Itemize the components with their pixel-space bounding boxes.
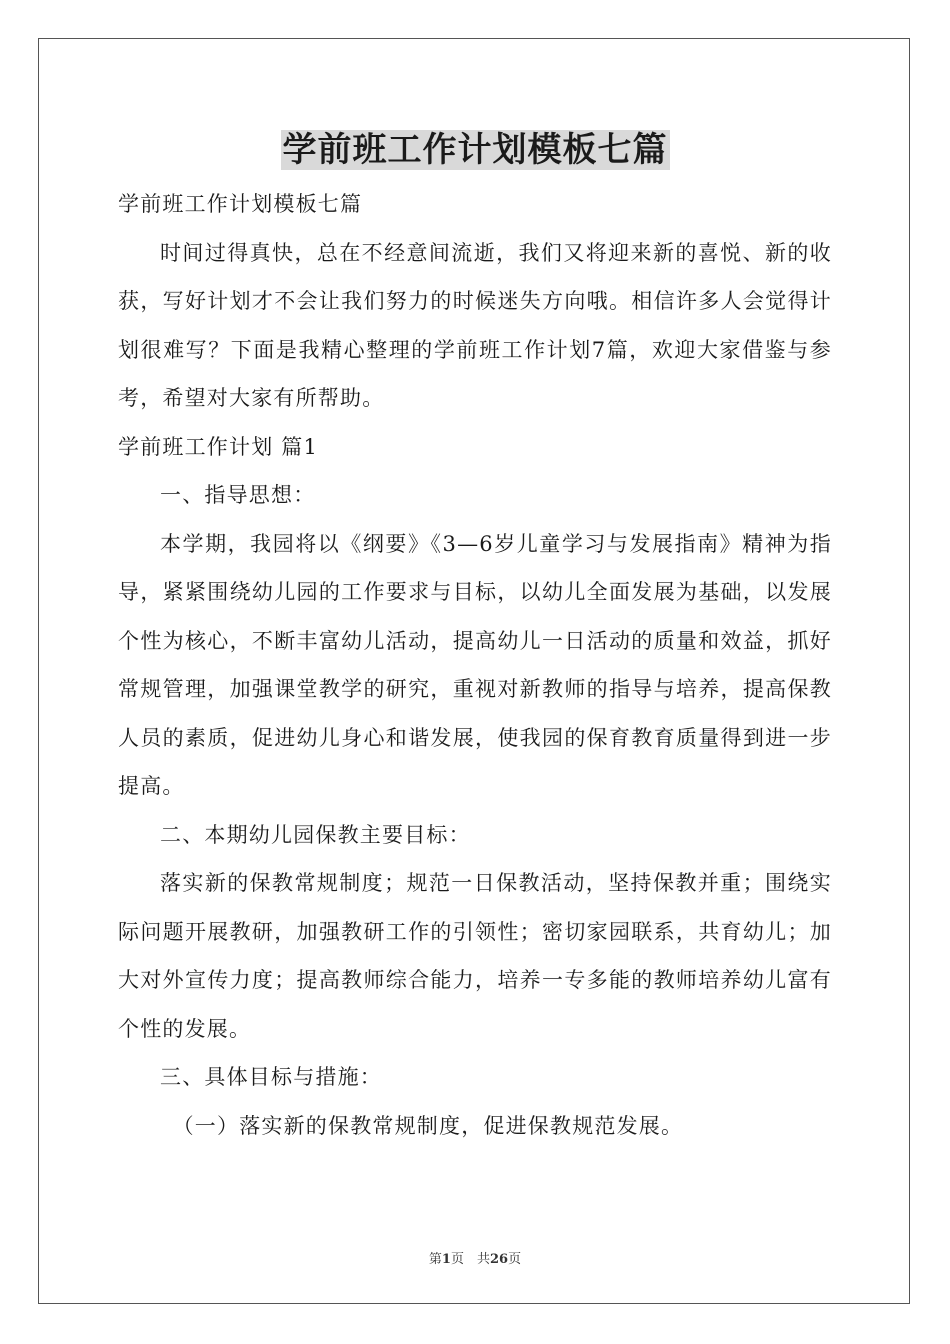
section-heading-1: 学前班工作计划 篇1 — [118, 434, 319, 459]
heading-specific-goals: 三、具体目标与措施： — [160, 1065, 382, 1089]
document-title-text: 学前班工作计划模板七篇 — [282, 130, 668, 170]
footer-mid: 页 共 — [450, 1252, 490, 1267]
document-title — [0, 126, 950, 174]
footer-current-page: 1 — [441, 1252, 451, 1267]
paragraph-main-goals: 落实新的保教常规制度；规范一日保教活动，坚持保教并重；围绕实际问题开展教研，加强教研工作的引领性；密切家园联系，共育幼儿；加大对外宣传力度；提高教师综合能力，培养一专多能的教师培养幼儿富有个性的发展。 — [118, 871, 832, 1041]
heading-guiding-ideology: 一、指导思想： — [160, 483, 316, 507]
document-body — [118, 180, 832, 1150]
page-footer — [0, 1248, 950, 1267]
footer-suffix: 页 — [508, 1252, 522, 1267]
subtitle-line: 学前班工作计划模板七篇 — [118, 192, 363, 216]
footer-prefix: 第 — [428, 1252, 442, 1267]
intro-paragraph: 时间过得真快，总在不经意间流逝，我们又将迎来新的喜悦、新的收获，写好计划才不会让我们努力的时候迷失方向哦。相信许多人会觉得计划很难写？下面是我精心整理的学前班工作计划7篇，欢迎大家借鉴与参考，希望对大家有所帮助。 — [118, 240, 832, 410]
paragraph-guiding-ideology: 本学期，我园将以《纲要》《3—6岁儿童学习与发展指南》精神为指导，紧紧围绕幼儿园的工作要求与目标，以幼儿全面发展为基础，以发展个性为核心，不断丰富幼儿活动，提高幼儿一日活动的质量和效益，抓好常规管理，加强课堂教学的研究，重视对新教师的指导与培养，提高保教人员的素质，促进幼儿身心和谐发展，使我园的保育教育质量得到进一步提高。 — [118, 531, 832, 798]
subheading-item-1: （一）落实新的保教常规制度，促进保教规范发展。 — [172, 1113, 684, 1138]
heading-main-goals: 二、本期幼儿园保教主要目标： — [160, 822, 471, 847]
footer-total-pages: 26 — [489, 1252, 509, 1267]
